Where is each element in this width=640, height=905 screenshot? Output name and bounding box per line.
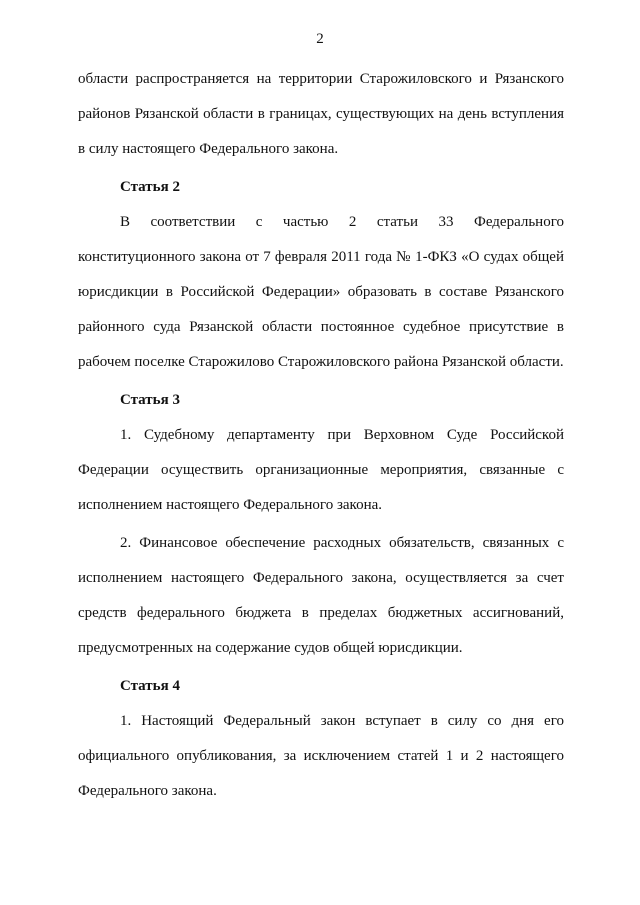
- document-body: [78, 62, 564, 809]
- heading-article-4: Статья 4: [120, 678, 180, 694]
- paragraph-intro: области распространяется на территории Старожиловского и Рязанского районов Рязанской области в границах, существующих на день вступления в силу настоящего Федерального закона.: [78, 71, 564, 157]
- paragraph-article-2: В соответствии с частью 2 статьи 33 Федерального конституционного закона от 7 февраля 2011 года № 1-ФКЗ «О судах общей юрисдикции в Российской Федерации» образовать в составе Рязанского районного суда Рязанской области постоянное судебное присутствие в рабочем поселке Старожилово Старожиловского района Рязанской области.: [78, 214, 564, 370]
- heading-article-2: Статья 2: [120, 179, 180, 195]
- heading-article-3: Статья 3: [120, 392, 180, 408]
- page-number: 2: [316, 31, 324, 47]
- paragraph-article-3-1: 1. Судебному департаменту при Верховном Суде Российской Федерации осуществить организационные мероприятия, связанные с исполнением настоящего Федерального закона.: [78, 427, 564, 513]
- paragraph-article-3-2: 2. Финансовое обеспечение расходных обязательств, связанных с исполнением настоящего Федерального закона, осуществляется за счет средств федерального бюджета в пределах бюджетных ассигнований, предусмотренных на содержание судов общей юрисдикции.: [78, 535, 564, 656]
- paragraph-article-4-1: 1. Настоящий Федеральный закон вступает в силу со дня его официального опубликования, за исключением статей 1 и 2 настоящего Федерального закона.: [78, 713, 564, 799]
